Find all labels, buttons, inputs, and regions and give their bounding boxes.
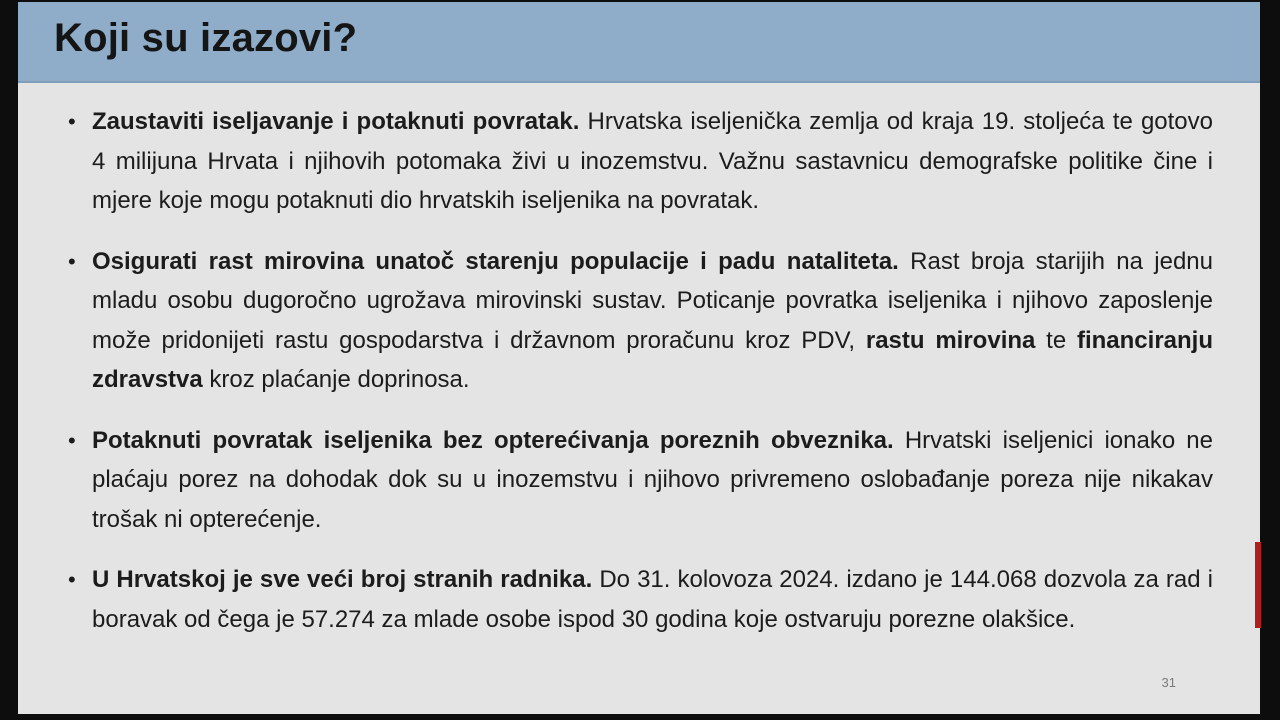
bullet-lead: Potaknuti povratak iseljenika bez opterećivanja poreznih obveznika. — [92, 426, 894, 454]
bullet-emphasis: rastu mirovina — [865, 326, 1036, 354]
bullet-text: Hrvatski iseljenici ionako ne plaćaju porez na dohodak dok su u inozemstvu i njihovo privremeno oslobađanje poreza nije nikakav trošak ni opterećenje. — [92, 426, 1214, 533]
slide-title: Koji su izazovi? — [54, 16, 358, 60]
bullet-item — [68, 421, 1213, 540]
bullet-list — [68, 102, 1213, 660]
bullet-text: kroz plaćanje doprinosa. — [202, 366, 470, 393]
bullet-marker: • — [68, 248, 76, 274]
title-bar — [18, 2, 1260, 83]
bullet-lead: U Hrvatskoj je sve veći broj stranih radnika. — [92, 566, 593, 593]
bullet-item — [68, 560, 1213, 639]
bullet-emphasis: financiranju zdravstva — [92, 326, 1213, 393]
bullet-text: te — [1035, 326, 1077, 354]
scrollbar-handle[interactable] — [1255, 542, 1261, 628]
bullet-marker: • — [68, 427, 76, 453]
slide — [18, 2, 1260, 714]
page-number: 31 — [1161, 675, 1176, 690]
bullet-lead: Zaustaviti iseljavanje i potaknuti povratak. — [92, 108, 580, 135]
bullet-text: Do 31. kolovoza 2024. izdano je 144.068 dozvola za rad i boravak od čega je 57.274 za mlade osobe ispod 30 godina koje ostvaruju porezne olakšice. — [92, 566, 1213, 633]
bullet-lead: Osigurati rast mirovina unatoč starenju populacije i padu nataliteta. — [92, 247, 899, 275]
bullet-marker: • — [68, 109, 76, 134]
bullet-marker: • — [68, 567, 76, 592]
bullet-item — [68, 102, 1213, 221]
bullet-text: Hrvatska iseljenička zemlja od kraja 19. stoljeća te gotovo 4 milijuna Hrvata i njihovih potomaka živi u inozemstvu. Važnu sastavnicu demografske politike čine i mjere koje mogu potaknuti dio hrvatskih iseljenika na povratak. — [92, 108, 1213, 214]
bullet-text: Rast broja starijih na jednu mladu osobu dugoročno ugrožava mirovinski sustav. Poticanje povratka iseljenika i njihovo zaposlenje može pridonijeti rastu gospodarstva i državnom proračunu kroz PDV, — [92, 247, 1214, 354]
bullet-item — [68, 242, 1213, 400]
